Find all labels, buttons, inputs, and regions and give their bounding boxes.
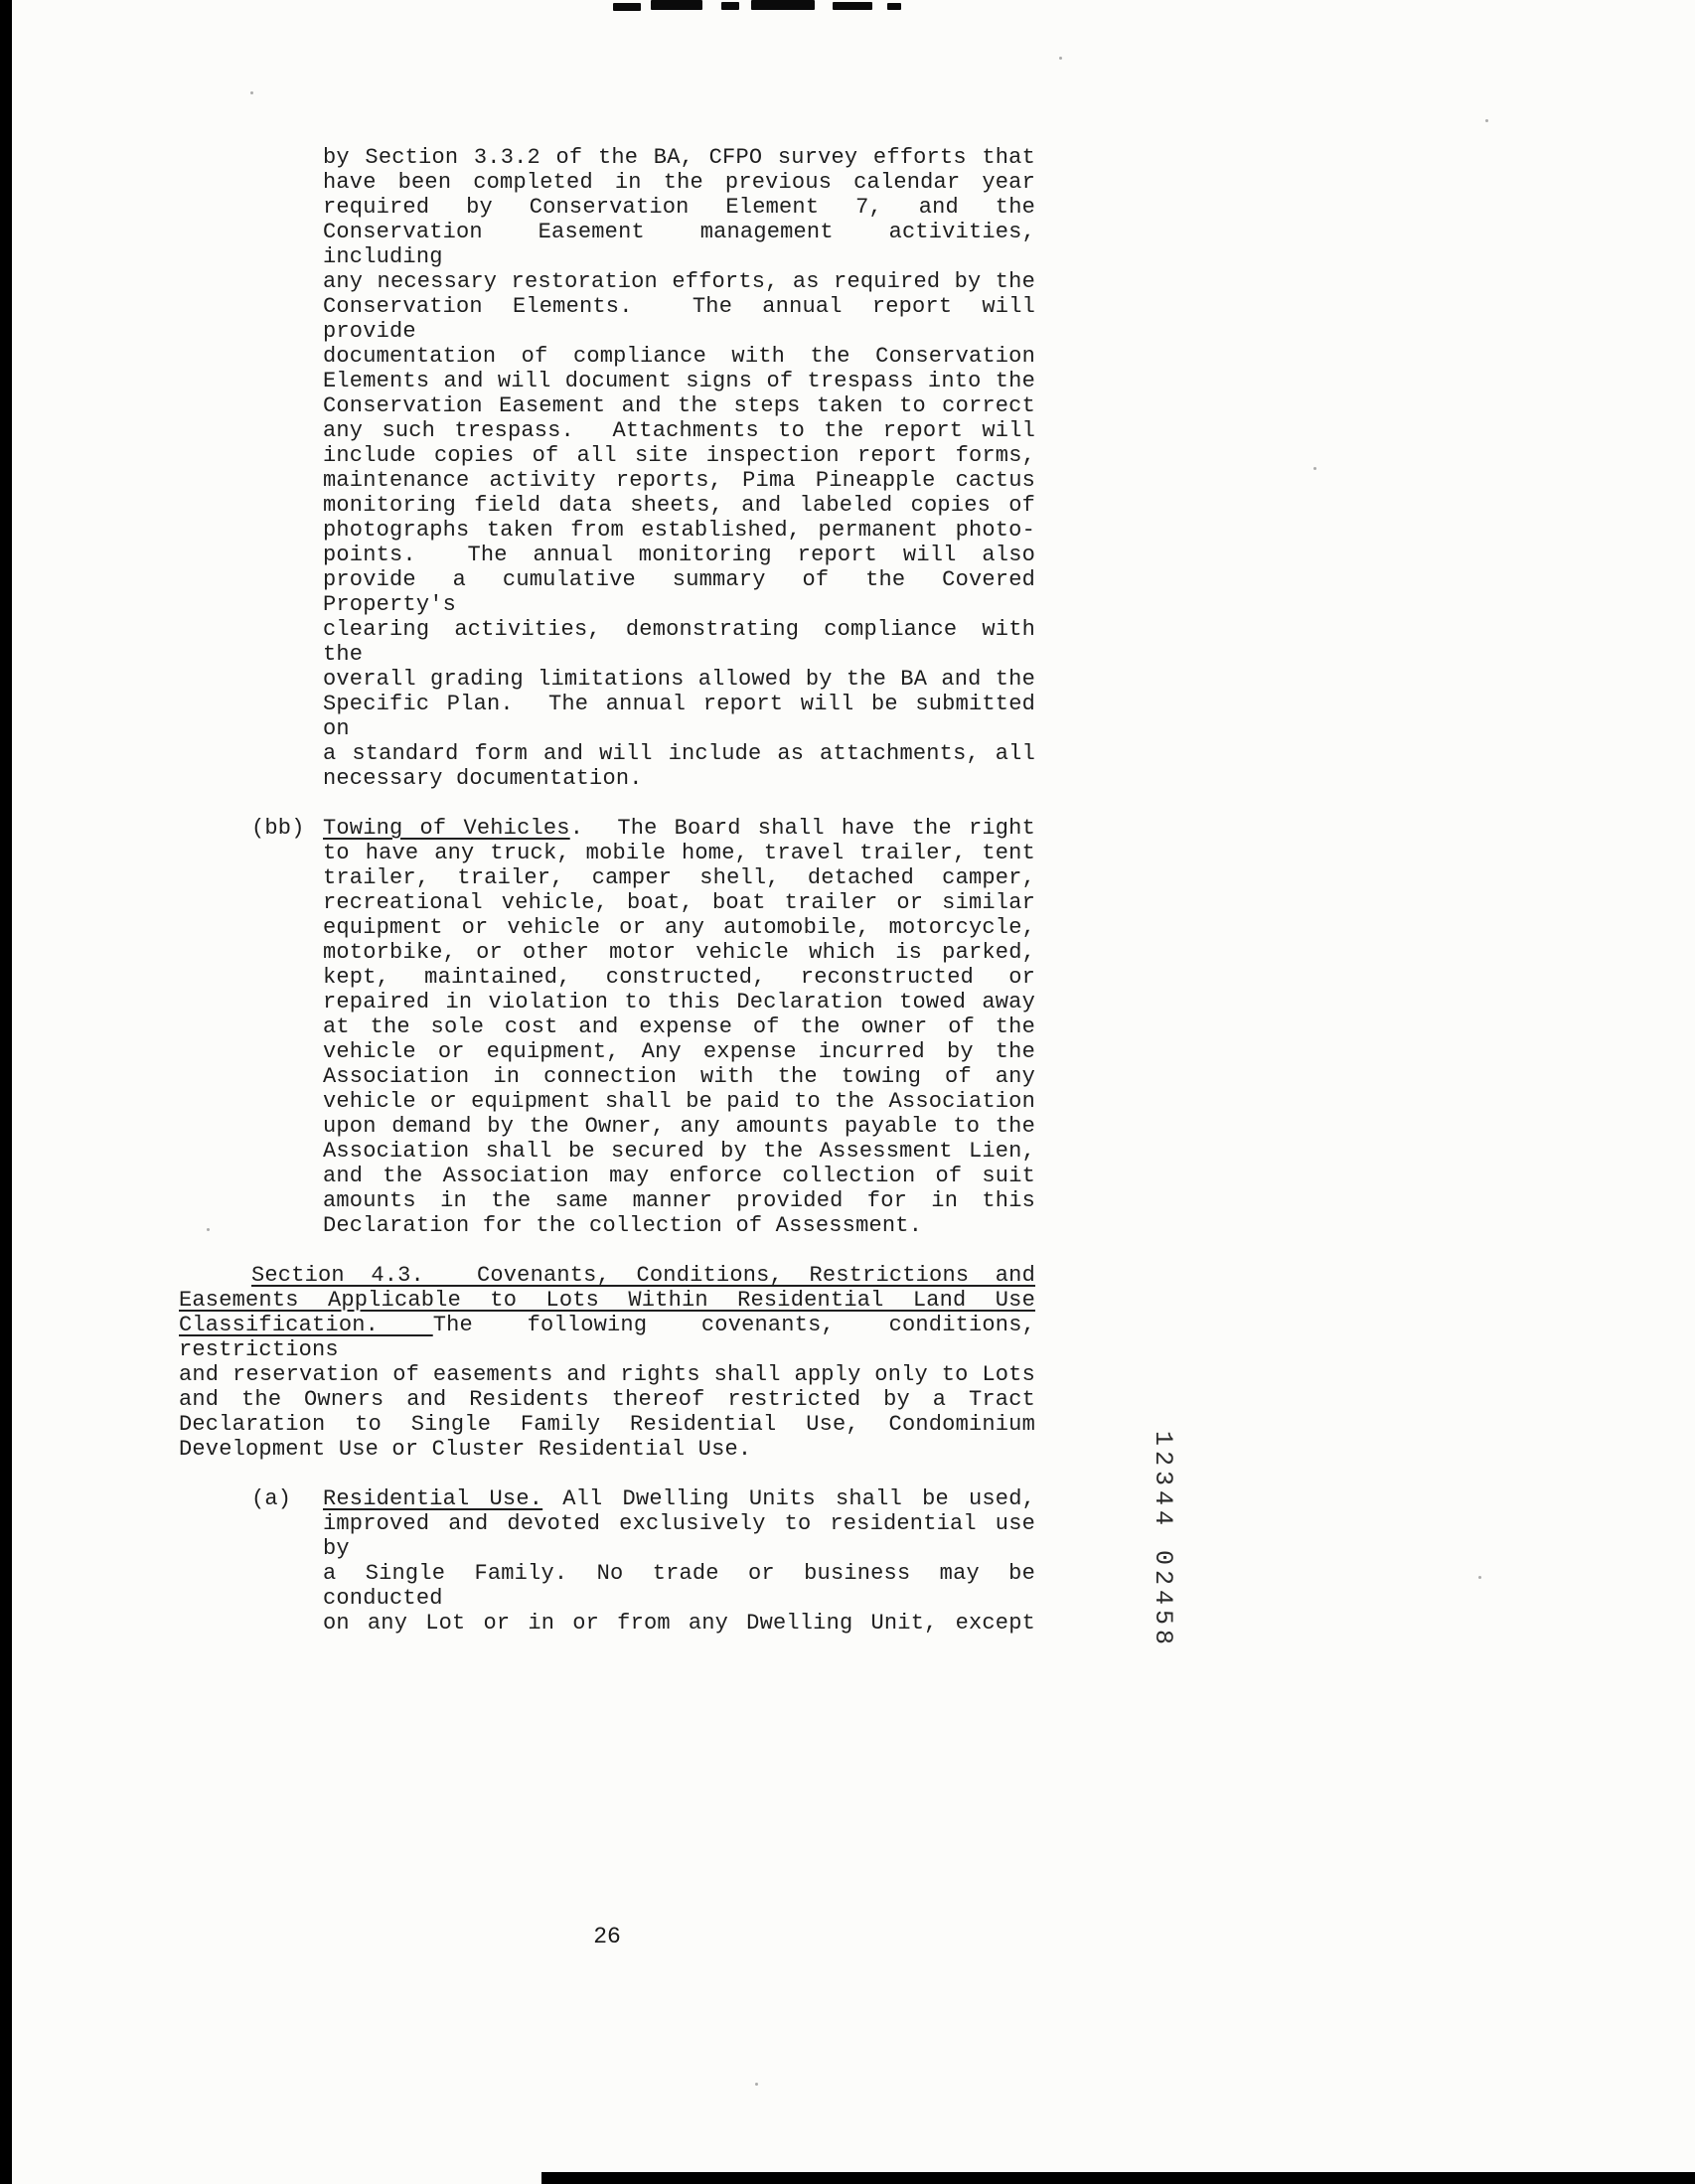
text-segment: amounts in the same manner provided for in this (323, 1188, 1035, 1213)
text-line (323, 567, 1049, 617)
text-line (323, 890, 1035, 915)
text-segment: motorbike, or other motor vehicle which is parked, (323, 940, 1035, 965)
text-line (323, 1139, 1035, 1164)
text-segment: Conservation Elements. The annual report will provide (323, 294, 1049, 344)
text-line (323, 1561, 1049, 1611)
text-segment: vehicle or equipment shall be paid to the Association (323, 1089, 1035, 1114)
text-line (323, 667, 1035, 692)
text-line (179, 1263, 1035, 1288)
text-line (323, 990, 1035, 1014)
page-number: 26 (593, 1924, 621, 1950)
text-line (179, 1387, 1035, 1412)
text-segment: at the sole cost and expense of the owner of the (323, 1014, 1035, 1039)
text-line (323, 220, 1049, 269)
text-line (323, 865, 1035, 890)
text-line (323, 1114, 1035, 1139)
text-segment: clearing activities, demonstrating compliance with the (323, 617, 1049, 667)
text-segment: by Section 3.3.2 of the BA, CFPO survey efforts that (323, 145, 1035, 170)
text-segment: have been completed in the previous calendar year (323, 170, 1035, 195)
text-line (323, 493, 1035, 518)
text-segment: All Dwelling Units shall be used, (542, 1486, 1035, 1511)
text-segment: equipment or vehicle or any automobile, motorcycle, (323, 915, 1035, 940)
paragraph-label: (a) (251, 1486, 292, 1511)
text-segment: kept, maintained, constructed, reconstructed or (323, 965, 1035, 990)
text-segment: Conservation Easement and the steps taken to correct (323, 393, 1035, 418)
scan-mark (751, 0, 815, 10)
text-segment: Conservation Easement management activities, including (323, 220, 1049, 269)
text-segment: provide a cumulative summary of the Covered Property's (323, 567, 1049, 617)
scan-speck (250, 91, 253, 94)
residential-use-clause (251, 1486, 1049, 1636)
text-line (323, 393, 1035, 418)
text-line (179, 1288, 1035, 1313)
text-segment: any such trespass. Attachments to the report will (323, 418, 1035, 443)
text-line (323, 1089, 1035, 1114)
text-segment: Elements and will document signs of trespass into the (323, 369, 1035, 393)
text-line (323, 518, 1035, 543)
scan-mark (651, 0, 702, 10)
text-line (323, 692, 1049, 741)
text-segment: Declaration to Single Family Residential Use, Condominium (179, 1412, 1035, 1437)
text-line (323, 294, 1049, 344)
text-segment: Development Use or Cluster Residential Use. (179, 1437, 752, 1462)
underlined-text: Easements Applicable to Lots Within Residential Land Use (179, 1288, 1035, 1313)
text-line (323, 1611, 1035, 1636)
scan-mark (613, 3, 641, 11)
scan-speck (1313, 467, 1316, 470)
text-line (323, 1014, 1035, 1039)
text-line (323, 915, 1035, 940)
text-line (179, 1437, 1035, 1462)
text-segment: improved and devoted exclusively to residential use by (323, 1511, 1049, 1561)
scan-mark (833, 2, 872, 10)
text-segment: vehicle or equipment, Any expense incurred by the (323, 1039, 1035, 1064)
text-line (323, 145, 1035, 170)
text-line (323, 741, 1035, 766)
text-line (323, 543, 1035, 567)
text-segment: Association in connection with the towing of any (323, 1064, 1035, 1089)
scan-speck (755, 2083, 758, 2086)
text-line (323, 617, 1049, 667)
text-segment: trailer, trailer, camper shell, detached camper, (323, 865, 1035, 890)
text-segment: and the Association may enforce collection of suit (323, 1164, 1035, 1188)
text-segment: overall grading limitations allowed by the BA and the (323, 667, 1035, 692)
text-line (323, 816, 1035, 841)
underlined-text: Towing of Vehicles (323, 816, 570, 841)
text-segment: necessary documentation. (323, 766, 643, 791)
scan-speck (1478, 1576, 1481, 1579)
text-segment: maintenance activity reports, Pima Pineapple cactus (323, 468, 1035, 493)
text-line (323, 1511, 1049, 1561)
scan-mark (887, 3, 901, 10)
continuation-paragraph (323, 145, 1049, 791)
text-segment: a standard form and will include as attachments, all (323, 741, 1035, 766)
scan-mark (721, 2, 739, 10)
section-4-3-paragraph (179, 1263, 1049, 1462)
text-segment: include copies of all site inspection report forms, (323, 443, 1035, 468)
text-segment: upon demand by the Owner, any amounts payable to the (323, 1114, 1035, 1139)
text-segment: a Single Family. No trade or business may be conducted (323, 1561, 1049, 1611)
scan-edge-left-bar (0, 0, 12, 2184)
text-segment: on any Lot or in or from any Dwelling Unit, except (323, 1611, 1035, 1636)
text-line (323, 170, 1035, 195)
paragraph-label: (bb) (251, 816, 305, 841)
underlined-text: Residential Use. (323, 1486, 543, 1511)
underlined-text: Classification. (179, 1313, 433, 1337)
text-segment: and reservation of easements and rights shall apply only to Lots (179, 1362, 1035, 1387)
text-line (323, 1064, 1035, 1089)
text-segment: . The Board shall have the right (569, 816, 1035, 841)
text-line (323, 269, 1035, 294)
text-segment: Specific Plan. The annual report will be submitted on (323, 692, 1049, 741)
text-segment: and the Owners and Residents thereof restricted by a Tract (179, 1387, 1035, 1412)
text-line (323, 965, 1035, 990)
text-line (323, 1486, 1035, 1511)
text-segment: points. The annual monitoring report will also (323, 543, 1035, 567)
text-line (323, 841, 1035, 865)
text-line (179, 1412, 1035, 1437)
text-segment: required by Conservation Element 7, and the (323, 195, 1035, 220)
text-segment: Declaration for the collection of Assessment. (323, 1213, 923, 1238)
text-line (179, 1313, 1049, 1362)
text-segment: repaired in violation to this Declaration towed away (323, 990, 1035, 1014)
towing-of-vehicles-clause (251, 816, 1035, 1238)
underlined-text: Section 4.3. Covenants, Conditions, Restrictions and (251, 1263, 1035, 1288)
text-line (323, 940, 1035, 965)
text-segment: recreational vehicle, boat, boat trailer or similar (323, 890, 1035, 915)
text-line (323, 1213, 1035, 1238)
text-line (323, 443, 1035, 468)
text-segment: documentation of compliance with the Conservation (323, 344, 1035, 369)
text-segment: photographs taken from established, permanent photo- (323, 518, 1035, 543)
document-body (179, 145, 1049, 1636)
text-line (323, 344, 1035, 369)
text-line (179, 1362, 1035, 1387)
scan-speck (1485, 119, 1488, 122)
text-line (323, 195, 1035, 220)
text-segment: to have any truck, mobile home, travel trailer, tent (323, 841, 1035, 865)
text-line (323, 766, 1035, 791)
text-line (323, 1164, 1035, 1188)
text-segment: monitoring field data sheets, and labeled copies of (323, 493, 1035, 518)
scan-speck (1059, 57, 1062, 60)
text-segment: any necessary restoration efforts, as required by the (323, 269, 1035, 294)
text-line (323, 468, 1035, 493)
text-line (323, 369, 1035, 393)
text-line (323, 1188, 1035, 1213)
margin-stamp-number: 12344 02458 (1149, 1431, 1177, 1650)
text-segment: Association shall be secured by the Assessment Lien, (323, 1139, 1035, 1164)
text-line (323, 1039, 1035, 1064)
text-segment: The following covenants, conditions, restrictions (179, 1313, 1049, 1362)
scan-edge-bottom-bar (541, 2172, 1695, 2184)
text-line (323, 418, 1035, 443)
